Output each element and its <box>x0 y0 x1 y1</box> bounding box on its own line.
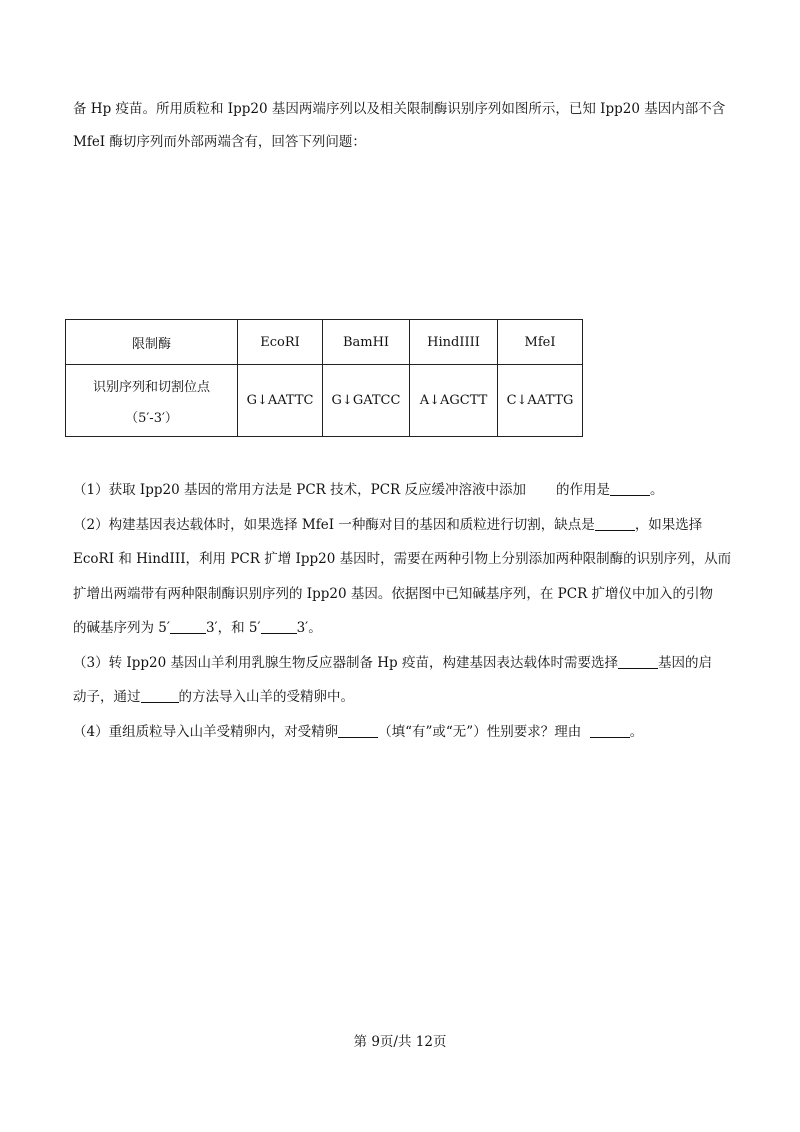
sequence-mfei: C↓AATTG <box>498 365 583 437</box>
intro-line-2: MfeI 酶切序列而外部两端含有，回答下列问题： <box>73 134 366 150</box>
table-row <box>66 365 583 437</box>
header-cell-bamhi: BamHI <box>323 320 410 365</box>
answer-blank[interactable] <box>261 618 297 634</box>
question-3-line-2: 动子，通过 的方法导入山羊的受精卵中。 <box>73 689 354 705</box>
answer-blank[interactable] <box>141 687 179 703</box>
restriction-enzyme-table <box>65 319 583 437</box>
intro-line-1: 备 Hp 疫苗。所用质粒和 Ipp20 基因两端序列以及相关限制酶识别序列如图所示，已知 Ipp20 基因内部不含 <box>73 101 726 117</box>
row-label-cell <box>66 365 238 437</box>
sequence-hindiii: A↓AGCTT <box>410 365 498 437</box>
sequence-ecori: G↓AATTC <box>238 365 323 437</box>
header-cell-mfei: MfeI <box>498 320 583 365</box>
answer-blank[interactable] <box>590 722 630 738</box>
table-header-row <box>66 320 583 365</box>
question-3-line-1: （3）转 Ipp20 基因山羊利用乳腺生物反应器制备 Hp 疫苗，构建基因表达载体时需要选择 基因的启 <box>73 654 712 671</box>
row-label: 识别序列和切割位点 <box>92 379 210 395</box>
page-footer: 第 9页/共 12页 <box>353 1034 447 1050</box>
question-4: （4）重组质粒导入山羊受精卵内，对受精卵 （填“有”或“无”）性别要求？理由 。 <box>73 723 644 740</box>
answer-blank[interactable] <box>338 722 378 738</box>
intro-paragraph <box>73 93 733 159</box>
answer-blank[interactable] <box>610 480 650 496</box>
question-2-line-1: （2）构建基因表达载体时，如果选择 MfeI 一种酶对目的基因和质粒进行切割，缺点是 ，如果选择 <box>73 516 703 533</box>
questions <box>73 473 743 749</box>
question-1: （1）获取 Ipp20 基因的常用方法是 PCR 技术，PCR 反应缓冲溶液中添加 的作用是 。 <box>73 482 664 498</box>
answer-blank[interactable] <box>595 515 635 531</box>
header-cell-ecori: EcoRI <box>238 320 323 365</box>
question-2-line-4: 的碱基序列为 5′ 3′，和 5′ 3′。 <box>73 620 322 636</box>
header-cell-enzyme: 限制酶 <box>66 320 238 365</box>
sequence-bamhi: G↓GATCC <box>323 365 410 437</box>
answer-blank[interactable] <box>618 653 658 669</box>
header-cell-hindiii: HindIIII <box>410 320 498 365</box>
answer-blank[interactable] <box>170 618 206 634</box>
question-2-line-2: EcoRI 和 HindIII，利用 PCR 扩增 Ipp20 基因时，需要在两种引物上分别添加两种限制酶的识别序列，从而 <box>73 551 732 567</box>
question-2-line-3: 扩增出两端带有两种限制酶识别序列的 Ipp20 基因。依据图中已知碱基序列，在 PCR 扩增仪中加入的引物 <box>73 585 714 602</box>
row-label-direction: （5′-3′） <box>125 410 178 426</box>
